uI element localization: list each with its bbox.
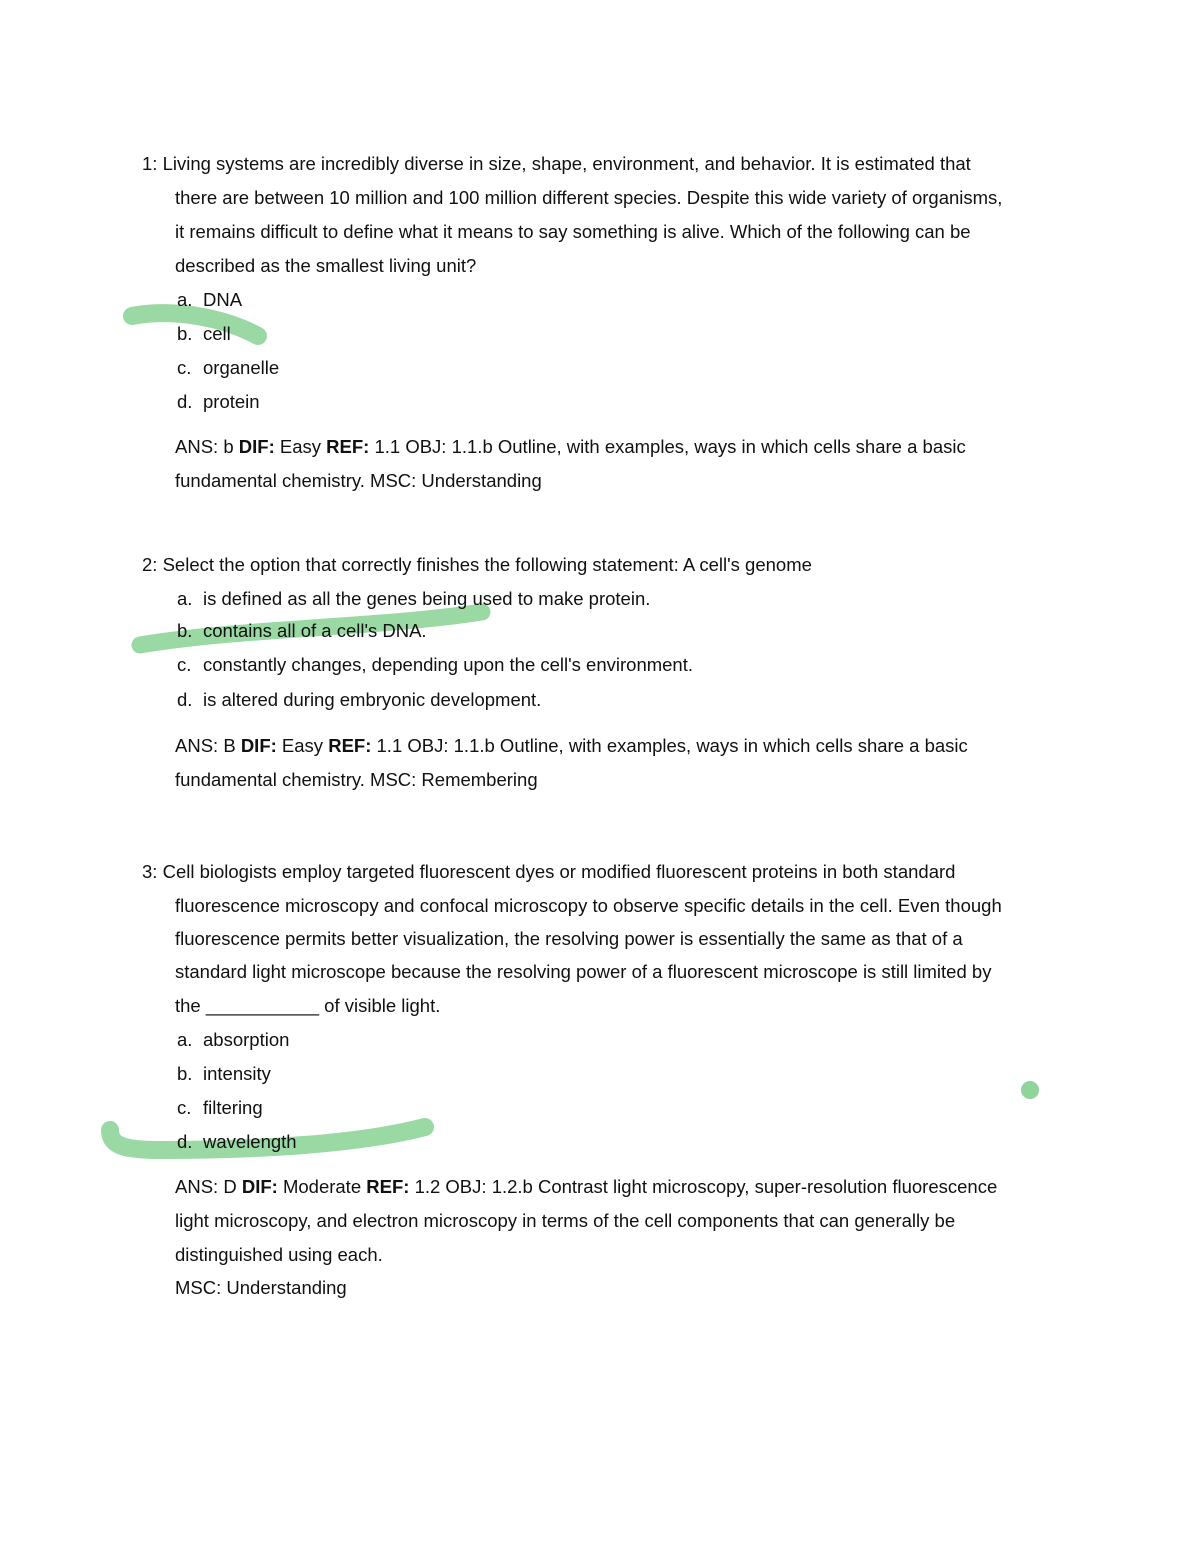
question-3-answer-line-4: MSC: Understanding xyxy=(175,1277,347,1298)
question-3-option-a: a. absorption xyxy=(177,1029,290,1050)
question-number: 2 xyxy=(142,554,153,575)
question-1-stem-line-4: described as the smallest living unit? xyxy=(175,255,477,276)
question-2-option-d: d. is altered during embryonic development. xyxy=(177,689,542,710)
question-1-option-b: b. cell xyxy=(177,323,231,344)
question-3-answer-line-1: ANS: D DIF: Moderate REF: 1.2 OBJ: 1.2.b Contrast light microscopy, super-resolution fluorescence xyxy=(175,1176,998,1197)
question-1-stem-line-3: it remains difficult to define what it means to say something is alive. Which of the following can be xyxy=(175,221,971,242)
question-3-stem-line-1: 3: Cell biologists employ targeted fluorescent dyes or modified fluorescent proteins in both standard xyxy=(142,861,956,882)
question-2-answer-line-1: ANS: B DIF: Easy REF: 1.1 OBJ: 1.1.b Outline, with examples, ways in which cells share a basic xyxy=(175,735,968,756)
question-3-stem-line-3: fluorescence permits better visualization, the resolving power is essentially the same as that of a xyxy=(175,928,963,949)
question-1-stem-line-2: there are between 10 million and 100 million different species. Despite this wide variety of organisms, xyxy=(175,187,1003,208)
question-3-stem-line-5: the ___________ of visible light. xyxy=(175,995,441,1016)
highlight-dot xyxy=(1021,1081,1039,1099)
question-number: 3 xyxy=(142,861,153,882)
question-1-answer-line-1: ANS: b DIF: Easy REF: 1.1 OBJ: 1.1.b Outline, with examples, ways in which cells share a basic xyxy=(175,436,966,457)
question-number: 1 xyxy=(142,153,153,174)
question-3-answer-line-2: light microscopy, and electron microscopy in terms of the cell components that can generally be xyxy=(175,1210,956,1231)
question-3-option-d: d. wavelength xyxy=(177,1131,297,1152)
question-2-stem-line-1: 2: Select the option that correctly finishes the following statement: A cell's genome xyxy=(142,554,812,575)
question-2-answer-line-2: fundamental chemistry. MSC: Remembering xyxy=(175,769,538,790)
question-2-option-a: a. is defined as all the genes being used to make protein. xyxy=(177,588,651,609)
question-1-option-a: a. DNA xyxy=(177,289,243,310)
question-1-option-c: c. organelle xyxy=(177,357,280,378)
question-3-stem-line-4: standard light microscope because the resolving power of a fluorescent microscope is still limited by xyxy=(175,961,992,982)
question-2-option-b: b. contains all of a cell's DNA. xyxy=(177,620,427,641)
question-3-answer-line-3: distinguished using each. xyxy=(175,1244,383,1265)
question-3-option-c: c. filtering xyxy=(177,1097,263,1118)
question-1-stem-line-1: 1: Living systems are incredibly diverse in size, shape, environment, and behavior. It is estimated that xyxy=(142,153,971,174)
question-3-stem-line-2: fluorescence microscopy and confocal microscopy to observe specific details in the cell. Even though xyxy=(175,895,1002,916)
question-3-option-b: b. intensity xyxy=(177,1063,271,1084)
question-1-option-d: d. protein xyxy=(177,391,260,412)
question-2-option-c: c. constantly changes, depending upon the cell's environment. xyxy=(177,654,693,675)
question-1-answer-line-2: fundamental chemistry. MSC: Understanding xyxy=(175,470,542,491)
